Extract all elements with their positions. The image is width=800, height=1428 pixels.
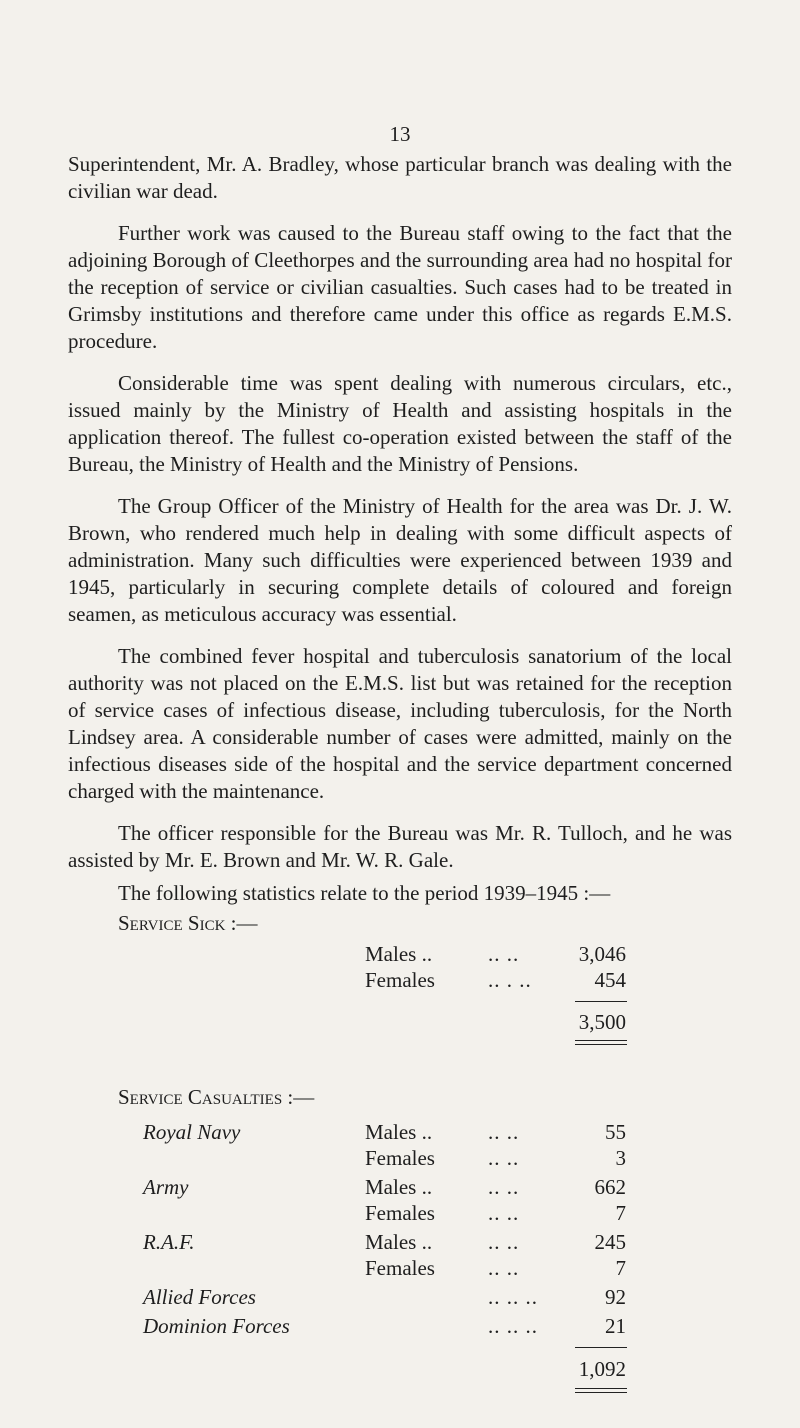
leader-dots: .. ..: [488, 942, 520, 966]
sex-label: Males ..: [365, 1120, 433, 1144]
sex-label: Males ..: [365, 1175, 433, 1199]
count-value: 662: [594, 1175, 626, 1199]
count-value: 245: [594, 1230, 626, 1254]
double-rule: [575, 1388, 627, 1393]
service-casualties-total: 1,092: [578, 1357, 626, 1381]
leader-dots: .. ..: [488, 1201, 520, 1225]
service-sick-heading: Service Sick :—: [118, 911, 258, 935]
sex-label: Females: [365, 968, 435, 992]
force-label: Royal Navy: [143, 1120, 241, 1144]
count-value: 3,046: [578, 942, 626, 966]
leader-dots: .. ..: [488, 1146, 520, 1170]
paragraph-1: Superintendent, Mr. A. Bradley, whose particular branch was dealing with the civilian war dead.: [68, 152, 732, 203]
leader-dots: .. ..: [488, 1175, 520, 1199]
leader-dots: .. . ..: [488, 968, 532, 992]
leader-dots: .. .. ..: [488, 1285, 538, 1309]
count-value: 21: [605, 1314, 626, 1338]
leader-dots: .. ..: [488, 1256, 520, 1280]
body-text: [68, 151, 732, 889]
service-casualties-heading: Service Casualties :—: [118, 1085, 315, 1109]
paragraph-5: The combined fever hospital and tuberculosis sanatorium of the local authority was not placed on the E.M.S. list but was retained for the reception of service cases of infectious disease, including tuberculosis, for the North Lindsey area. A considerable number of cases were admitted, mainly on the infectious diseases side of the hospital and the service department concerned charged with the maintenance.: [68, 644, 732, 803]
sex-label: Females: [365, 1146, 435, 1170]
sex-label: Males ..: [365, 942, 433, 966]
service-sick-total: 3,500: [578, 1010, 626, 1034]
leader-dots: .. .. ..: [488, 1314, 538, 1338]
force-label: Army: [143, 1175, 189, 1199]
sum-rule: [575, 1347, 627, 1348]
page-number: 13: [389, 122, 411, 146]
statistics-intro: The following statistics relate to the period 1939–1945 :—: [118, 881, 611, 905]
force-label: Dominion Forces: [143, 1314, 290, 1338]
count-value: 55: [605, 1120, 626, 1144]
paragraph-6: The officer responsible for the Bureau was Mr. R. Tulloch, and he was assisted by Mr. E. Brown and Mr. W. R. Gale.: [68, 821, 732, 872]
count-value: 7: [615, 1201, 626, 1225]
leader-dots: .. ..: [488, 1230, 520, 1254]
sum-rule: [575, 1001, 627, 1002]
force-label: R.A.F.: [143, 1230, 195, 1254]
paragraph-4: The Group Officer of the Ministry of Health for the area was Dr. J. W. Brown, who rendered much help in dealing with some difficult aspects of administration. Many such difficulties were experienced between 1939 and 1945, particularly in securing complete details of coloured and foreign seamen, as meticulous accuracy was essential.: [68, 494, 732, 626]
paragraph-2: Further work was caused to the Bureau staff owing to the fact that the adjoining Borough of Cleethorpes and the surrounding area had no hospital for the reception of service or civilian casualties. Such cases had to be treated in Grimsby institutions and therefore came under this office as regards E.M.S. procedure.: [68, 221, 732, 353]
count-value: 3: [615, 1146, 626, 1170]
count-value: 92: [605, 1285, 626, 1309]
leader-dots: .. ..: [488, 1120, 520, 1144]
sex-label: Males ..: [365, 1230, 433, 1254]
count-value: 7: [615, 1256, 626, 1280]
count-value: 454: [594, 968, 626, 992]
sex-label: Females: [365, 1201, 435, 1225]
force-label: Allied Forces: [143, 1285, 256, 1309]
paragraph-3: Considerable time was spent dealing with numerous circulars, etc., issued mainly by the Ministry of Health and assisting hospitals in the application thereof. The fullest co-operation existed between the staff of the Bureau, the Ministry of Health and the Ministry of Pensions.: [68, 371, 732, 476]
sex-label: Females: [365, 1256, 435, 1280]
double-rule: [575, 1040, 627, 1045]
